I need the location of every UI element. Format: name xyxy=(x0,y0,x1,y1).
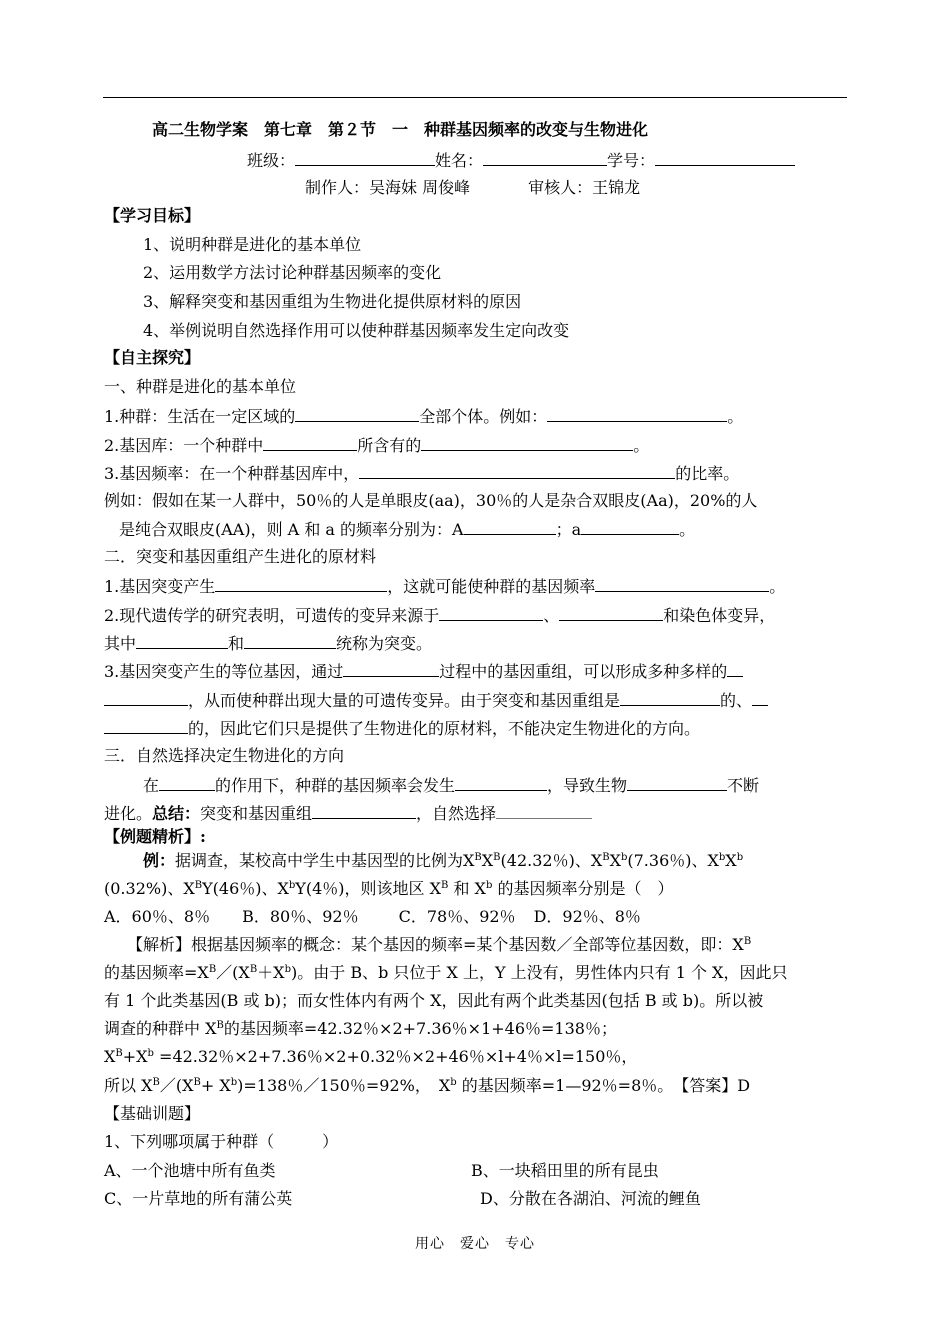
recombination-line xyxy=(104,660,743,683)
text: 所含有的 xyxy=(357,436,422,455)
text: 在 xyxy=(143,776,160,795)
fill-blank[interactable] xyxy=(215,575,387,592)
basic-option-d[interactable]: D、分散在各湖泊、河流的鲤鱼 xyxy=(480,1189,701,1208)
text: 其中 xyxy=(104,634,137,653)
text: 的、 xyxy=(720,691,753,710)
text: 1.基因突变产生 xyxy=(104,577,216,596)
basic-option-a[interactable]: A、一个池塘中所有鱼类 xyxy=(104,1161,276,1180)
genotype-text: $X^BX^B(42.32$％)、$X^BX^b(7.36$％)、$X^bX^b$ xyxy=(463,851,744,870)
fill-blank[interactable] xyxy=(455,774,547,791)
analysis-line: $X^B+X^b =42.32$％×2+7.36％×2+0.32％×2+46％×l+4％×l=150％， xyxy=(104,1047,638,1066)
example-heading: 【例题精析】: xyxy=(104,827,206,846)
objective-item: 1、说明种群是进化的基本单位 xyxy=(143,235,362,254)
text: 的，因此它们只是提供了生物进化的原材料，不能决定生物进化的方向。 xyxy=(188,719,701,738)
objective-item: 3、解释突变和基因重组为生物进化提供原材料的原因 xyxy=(143,292,522,311)
example-line xyxy=(119,518,695,541)
summary-label: 总结： xyxy=(152,804,201,823)
fill-blank[interactable] xyxy=(136,632,228,649)
fill-blank[interactable] xyxy=(595,575,769,592)
text: 2.现代遗传学的研究表明，可遗传的变异来源于 xyxy=(104,606,440,625)
summary-line xyxy=(104,802,592,825)
text: 统称为突变。 xyxy=(336,634,433,653)
fill-blank[interactable] xyxy=(627,774,727,791)
objective-item: 2、运用数学方法讨论种群基因频率的变化 xyxy=(143,263,442,282)
text: 1.种群：生活在一定区域的 xyxy=(104,407,296,426)
authors: 制作人：吴海妹 周俊峰 xyxy=(305,178,471,197)
variation-line xyxy=(104,632,432,655)
option-c[interactable]: C．78％、92％ xyxy=(398,907,516,926)
text: 进化。 xyxy=(104,804,153,823)
text: 和 xyxy=(228,634,245,653)
example-label: 例： xyxy=(143,851,176,870)
example-options xyxy=(104,906,641,928)
analysis-line: 【解析】根据基因频率的概念：某个基因的频率=某个基因数／全部等位基因数，即：$X^B$ xyxy=(127,935,752,954)
fill-blank[interactable] xyxy=(620,689,720,706)
selection-line xyxy=(143,774,759,797)
fill-blank[interactable] xyxy=(496,802,592,819)
basic-heading: 【基础训题】 xyxy=(104,1104,201,1123)
fill-blank[interactable] xyxy=(104,689,188,706)
id-label: 学号： xyxy=(607,151,656,170)
recombination-line xyxy=(104,689,768,712)
basic-question: 1、下列哪项属于种群（ ） xyxy=(104,1132,339,1151)
recombination-line xyxy=(104,717,700,740)
fill-blank[interactable] xyxy=(727,660,743,677)
reviewer: 审核人：王锦龙 xyxy=(528,178,641,197)
option-a[interactable]: A．60％、8％ xyxy=(104,907,211,926)
example-question: (0.32%)、$X^BY(46$％)、$X^bY(4$％)，则该地区 $X^B$ 和 $X^b$ 的基因频率分别是（ ） xyxy=(104,879,674,898)
gene-pool-definition xyxy=(104,434,649,457)
text: 、 xyxy=(543,606,560,625)
text: 过程中的基因重组，可以形成多种多样的 xyxy=(439,662,728,681)
text: ，从而使种群出现大量的可遗传变异。由于突变和基因重组是 xyxy=(188,691,621,710)
section-1-title: 一、种群是进化的基本单位 xyxy=(104,377,297,396)
basic-option-c[interactable]: C、一片草地的所有蒲公英 xyxy=(104,1189,293,1208)
objective-item: 4、举例说明自然选择作用可以使种群基因频率发生定向改变 xyxy=(143,321,570,340)
analysis-line: 的基因频率$=X^B/(X^B+X^b)$。由于 B、b 只位于 X 上，Y 上没有，男性体内只有 1 个 X，因此只 xyxy=(104,963,788,982)
population-definition xyxy=(104,405,743,428)
fill-blank[interactable] xyxy=(559,604,663,621)
fill-blank[interactable] xyxy=(312,802,416,819)
mutation-line xyxy=(104,575,785,598)
fill-blank[interactable] xyxy=(343,660,439,677)
text: 和染色体变异， xyxy=(663,606,776,625)
option-b[interactable]: B．80％、92％ xyxy=(242,907,359,926)
name-blank[interactable] xyxy=(483,149,607,166)
section-3-title: 三．自然选择决定生物进化的方向 xyxy=(104,746,345,765)
fill-blank[interactable] xyxy=(439,604,543,621)
fill-blank[interactable] xyxy=(295,405,419,422)
example-line: 例如：假如在某一人群中，50％的人是单眼皮(aa)，30％的人是杂合双眼皮(Aa)，20%的人 xyxy=(104,491,758,510)
text: ，这就可能使种群的基因频率 xyxy=(387,577,596,596)
text: 。 xyxy=(769,577,786,596)
class-label: 班级： xyxy=(247,151,296,170)
gene-frequency-definition xyxy=(104,462,739,485)
text: ；a xyxy=(555,520,582,539)
text: 突变和基因重组 xyxy=(200,804,313,823)
text: 。 xyxy=(633,436,650,455)
text: 不断 xyxy=(727,776,760,795)
analysis-line: 有 1 个此类基因(B 或 b)；而女性体内有两个 X，因此有两个此类基因(包括 B 或 b)。所以被 xyxy=(104,991,764,1010)
text: 的作用下，种群的基因频率会发生 xyxy=(215,776,456,795)
text: 。 xyxy=(727,407,744,426)
example-question xyxy=(143,850,743,872)
authors-line xyxy=(305,177,640,199)
id-blank[interactable] xyxy=(655,149,795,166)
fill-blank[interactable] xyxy=(421,434,633,451)
text: 全部个体。例如： xyxy=(419,407,548,426)
text: 2.基因库：一个种群中 xyxy=(104,436,264,455)
fill-blank[interactable] xyxy=(263,434,357,451)
fill-blank[interactable] xyxy=(581,518,679,535)
fill-blank[interactable] xyxy=(547,405,727,422)
header-rule xyxy=(103,97,847,98)
text: ，导致生物 xyxy=(547,776,628,795)
class-blank[interactable] xyxy=(295,149,435,166)
basic-option-b[interactable]: B、一块稻田里的所有昆虫 xyxy=(471,1161,659,1180)
fill-blank[interactable] xyxy=(104,717,188,734)
fill-blank[interactable] xyxy=(159,774,215,791)
page-footer: 用心 爱心 专心 xyxy=(415,1236,535,1252)
objectives-heading: 【学习目标】 xyxy=(104,206,201,225)
name-label: 姓名： xyxy=(435,151,484,170)
fill-blank[interactable] xyxy=(464,518,556,535)
student-info-line xyxy=(247,149,795,172)
fill-blank[interactable] xyxy=(752,689,768,706)
variation-line xyxy=(104,604,775,627)
text: 。 xyxy=(679,520,696,539)
explore-heading: 【自主探究】 xyxy=(104,348,201,367)
section-2-title: 二．突变和基因重组产生进化的原材料 xyxy=(104,547,377,566)
text: 是纯合双眼皮(AA)，则 A 和 a 的频率分别为：A xyxy=(119,520,464,539)
fill-blank[interactable] xyxy=(244,632,336,649)
text: ，自然选择 xyxy=(416,804,497,823)
text: 的比率。 xyxy=(675,464,740,483)
option-d[interactable]: D．92％、8％ xyxy=(533,907,641,926)
text: 据调查，某校高中学生中基因型的比例为 xyxy=(175,851,464,870)
fill-blank[interactable] xyxy=(359,462,675,479)
text: 3.基因频率：在一个种群基因库中， xyxy=(104,464,360,483)
analysis-label: 【解析】 xyxy=(127,935,192,954)
page-title: 高二生物学案 第七章 第２节 一 种群基因频率的改变与生物进化 xyxy=(152,120,649,139)
text: 3.基因突变产生的等位基因，通过 xyxy=(104,662,344,681)
analysis-line: 调查的种群中 $X^B$的基因频率=42.32％×2+7.36％×1+46％=138％； xyxy=(104,1019,617,1038)
analysis-line: 所以 $X^B/(X^B+ X^b)=138$％／150％=92%， $X^b$ 的基因频率=1—92％=8％。 【答案】D xyxy=(104,1076,751,1095)
